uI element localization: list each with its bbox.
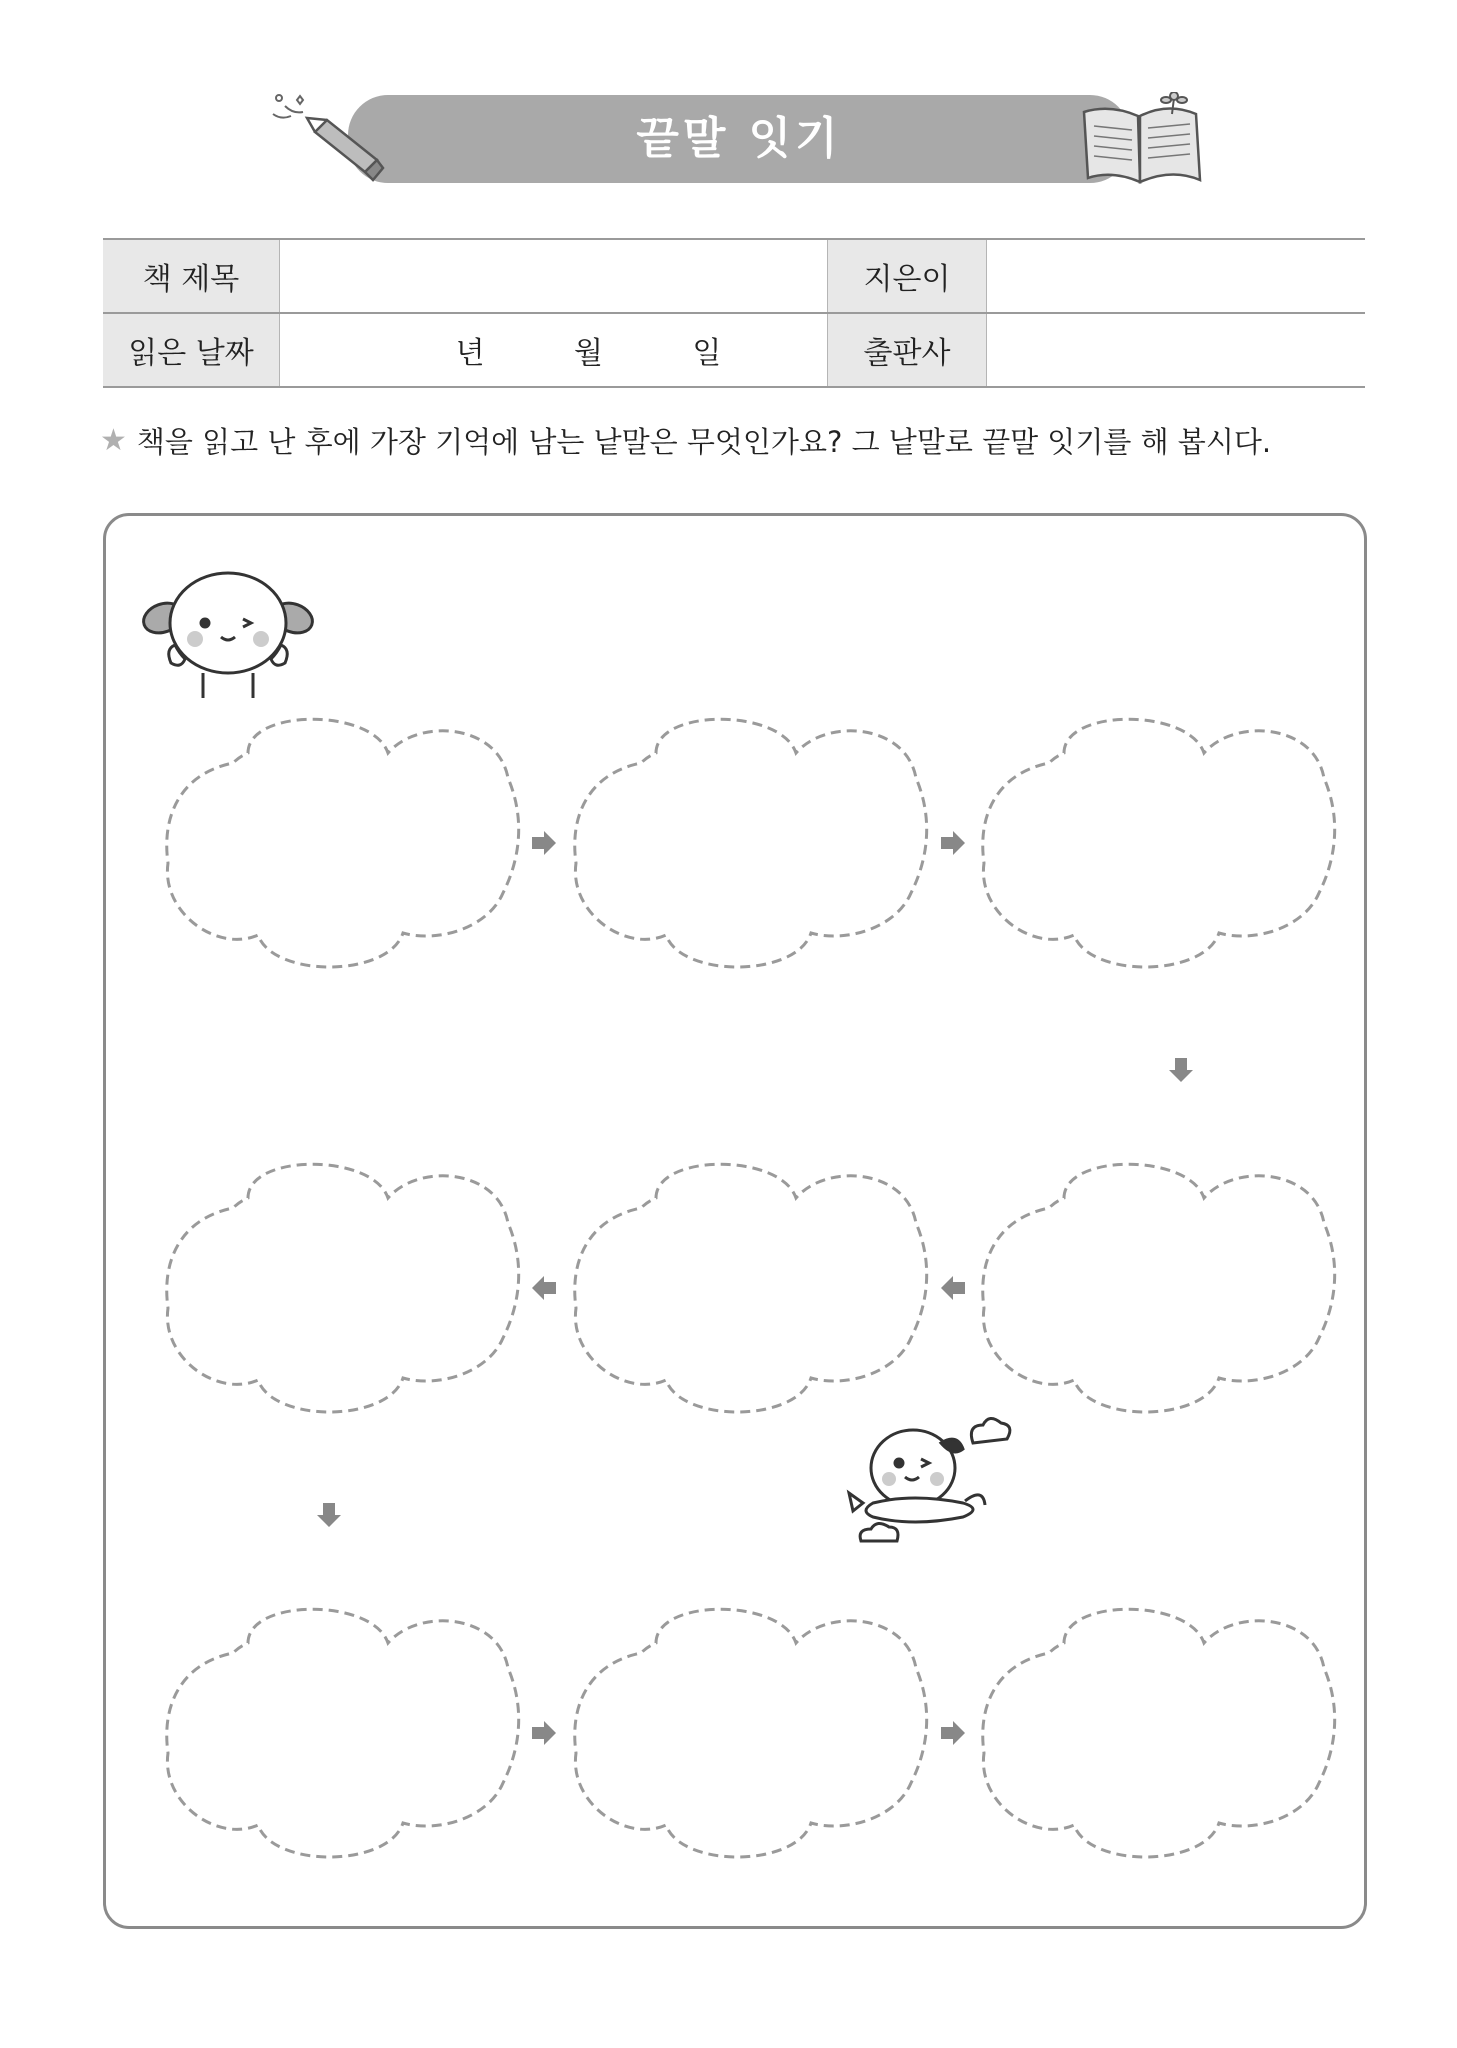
title-banner (348, 95, 1130, 183)
star-icon: ★ (100, 423, 127, 458)
instruction (100, 420, 1271, 461)
arrow-icon (941, 1721, 965, 1745)
cloud-box[interactable] (983, 719, 1335, 967)
arrow-icon (532, 1721, 556, 1745)
open-book-icon (1080, 92, 1205, 192)
arrow-icon (941, 1276, 965, 1300)
read-date-field[interactable] (280, 313, 828, 387)
date-day-label: 일 (692, 336, 722, 371)
cloud-box[interactable] (167, 719, 519, 967)
date-year-label: 년 (455, 336, 485, 371)
pencil-icon (265, 92, 385, 187)
cloud-box[interactable] (983, 1164, 1335, 1412)
book-title-field[interactable] (280, 239, 828, 313)
cloud-box[interactable] (167, 1164, 519, 1412)
publisher-label: 출판사 (828, 313, 987, 387)
arrow-icon (532, 831, 556, 855)
arrow-icon (1169, 1058, 1193, 1082)
read-date-label: 읽은 날짜 (103, 313, 280, 387)
table-row (103, 313, 1365, 387)
arrow-icon (317, 1503, 341, 1527)
publisher-field[interactable] (987, 313, 1366, 387)
puppy-peace-sign-icon (139, 573, 316, 698)
book-title-label: 책 제목 (103, 239, 280, 313)
author-label: 지은이 (828, 239, 987, 313)
page-title: 끝말 잇기 (636, 113, 842, 164)
word-chain-canvas (103, 513, 1361, 1923)
cloud-box[interactable] (575, 719, 927, 967)
author-field[interactable] (987, 239, 1366, 313)
arrow-icon (941, 831, 965, 855)
book-info-table (103, 238, 1365, 388)
puppy-airplane-icon (849, 1418, 1010, 1541)
cloud-box[interactable] (983, 1609, 1335, 1857)
cloud-box[interactable] (167, 1609, 519, 1857)
instruction-text: 책을 읽고 난 후에 가장 기억에 남는 낱말은 무엇인가요? 그 낱말로 끝말 잇기를 해 봅시다. (136, 425, 1272, 459)
date-month-label: 월 (574, 336, 603, 371)
cloud-box[interactable] (575, 1609, 927, 1857)
cloud-box[interactable] (575, 1164, 927, 1412)
table-row (103, 239, 1365, 313)
arrow-icon (532, 1276, 556, 1300)
